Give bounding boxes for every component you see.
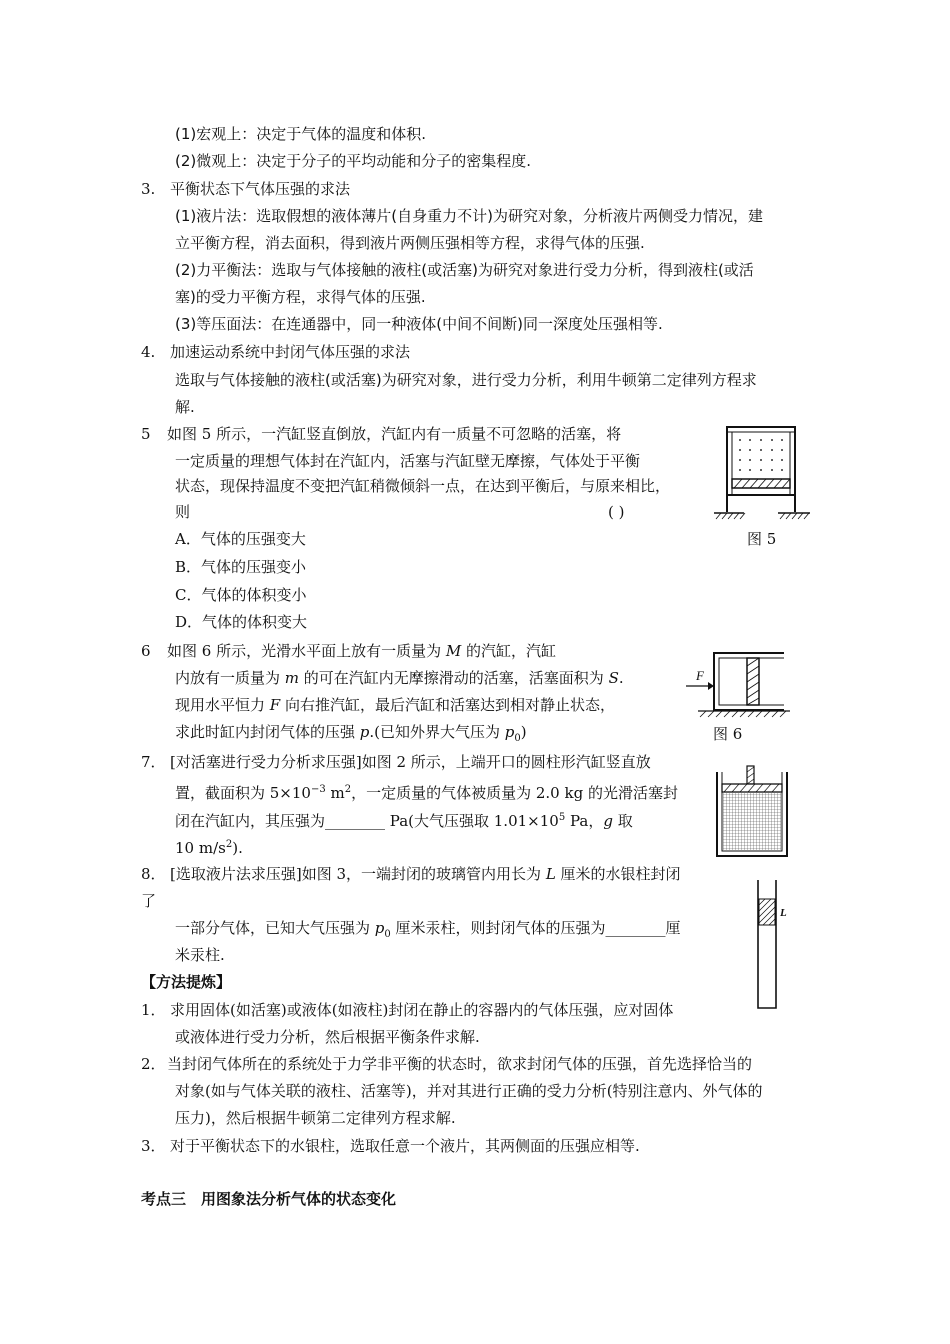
section-4-line-1: 选取与气体接触的液柱(或活塞)为研究对象，进行受力分析，利用牛顿第二定律列方程求 (175, 371, 757, 389)
q5-option-c: C．气体的体积变小 (175, 586, 307, 604)
q8-line-1: [选取液片法求压强]如图 3，一端封闭的玻璃管内用长为 L 厘米的水银柱封闭 (170, 865, 681, 883)
method-3-line-1: 对于平衡状态下的水银柱，选取任意一个液片，其两侧面的压强应相等. (170, 1137, 640, 1155)
figure-2-open-cylinder (714, 764, 790, 860)
method-1-line-2: 或液体进行受力分析，然后根据平衡条件求解. (175, 1028, 480, 1046)
q5-option-a: A．气体的压强变大 (175, 530, 306, 548)
micro-line: (2)微观上：决定于分子的平均动能和分子的密集程度. (175, 152, 532, 170)
figure-6-horizontal-cylinder (682, 648, 792, 720)
q6-number: 6 (141, 642, 151, 660)
figure-6-caption: 图 6 (713, 725, 743, 743)
section-3-number: 3. (141, 180, 156, 198)
macro-line: (1)宏观上：决定于气体的温度和体积. (175, 125, 427, 143)
q5-line-1: 如图 5 所示，一汽缸竖直倒放，汽缸内有一质量不可忽略的活塞，将 (167, 425, 622, 443)
q5-answer-blank: ( ) (608, 503, 625, 521)
q6-line-3: 现用水平恒力 F 向右推汽缸，最后汽缸和活塞达到相对静止状态， (175, 696, 615, 714)
method-3-number: 3． (141, 1137, 166, 1155)
q6-line-2: 内放有一质量为 m 的可在汽缸内无摩擦滑动的活塞，活塞面积为 S. (175, 669, 624, 687)
section-4-line-2: 解. (175, 398, 195, 416)
method-force-balance-2: 塞)的受力平衡方程，求得气体的压强. (175, 288, 426, 306)
q5-option-d: D．气体的体积变大 (175, 613, 308, 631)
q5-number: 5 (141, 425, 151, 443)
section-4-number: 4. (141, 343, 156, 361)
method-2-number: 2． (141, 1055, 166, 1073)
method-force-balance-1: (2)力平衡法：选取与气体接触的液柱(或活塞)为研究对象进行受力分析，得到液柱(或活 (175, 261, 754, 279)
method-1-line-1: 求用固体(如活塞)或液体(如液柱)封闭在静止的容器内的气体压强，应对固体 (170, 1001, 674, 1019)
q5-line-2: 一定质量的理想气体封在汽缸内，活塞与汽缸壁无摩擦，气体处于平衡 (175, 452, 641, 470)
figure-5-caption: 图 5 (747, 530, 777, 548)
method-equal-pressure: (3)等压面法：在连通器中，同一种液体(中间不间断)同一深度处压强相等. (175, 315, 663, 333)
section-4-title: 加速运动系统中封闭气体压强的求法 (170, 343, 411, 361)
method-1-number: 1． (141, 1001, 166, 1019)
q8-line-2: 了 (141, 892, 157, 910)
q7-line-4: 10 $m/s^2$). (175, 839, 243, 857)
q7-line-1: [对活塞进行受力分析求压强]如图 2 所示，上端开口的圆柱形汽缸竖直放 (170, 753, 651, 771)
q8-line-3: 一部分气体，已知大气压强为 $p_0$ 厘米汞柱，则封闭气体的压强为________厘 (175, 919, 681, 940)
kaodian-3-heading: 考点三 用图象法分析气体的状态变化 (141, 1190, 397, 1208)
section-3-title: 平衡状态下气体压强的求法 (170, 180, 351, 198)
figure-3-length-label: L (780, 907, 787, 919)
figure-3-glass-tube (754, 878, 796, 1012)
method-2-line-2: 对象(如与气体关联的液柱、活塞等)，并对其进行正确的受力分析(特别注意内、外气体的 (175, 1082, 763, 1100)
method-liquid-film-1: (1)液片法：选取假想的液体薄片(自身重力不计)为研究对象，分析液片两侧受力情况，建 (175, 207, 763, 225)
q8-number: 8． (141, 865, 166, 883)
method-liquid-film-2: 立平衡方程，消去面积，得到液片两侧压强相等方程，求得气体的压强. (175, 234, 645, 252)
method-summary-title: 【方法提炼】 (141, 973, 232, 991)
q5-option-b: B．气体的压强变小 (175, 558, 307, 576)
q7-line-3: 闭在汽缸内，其压强为________ Pa(大气压强取 $1.01\times 10^5$ Pa，g 取 (175, 812, 633, 830)
q7-number: 7． (141, 753, 166, 771)
q7-line-2: 置，截面积为 $5\times 10^{-3}$ $m^2$，一定质量的气体被质量为 2.0 kg 的光滑活塞封 (175, 784, 678, 802)
q5-line-4: 则 (175, 503, 191, 521)
q8-line-4: 米汞柱. (175, 946, 225, 964)
q5-line-3: 状态，现保持温度不变把汽缸稍微倾斜一点，在达到平衡后，与原来相比， (175, 477, 671, 495)
q6-line-1: 如图 6 所示，光滑水平面上放有一质量为 M 的汽缸，汽缸 (167, 642, 556, 660)
figure-5-inverted-cylinder (712, 424, 812, 526)
q6-line-4: 求此时缸内封闭气体的压强 p.(已知外界大气压为 $p_0$) (175, 723, 527, 744)
method-2-line-1: 当封闭气体所在的系统处于力学非平衡的状态时，欲求封闭气体的压强，首先选择恰当的 (167, 1055, 753, 1073)
method-2-line-3: 压力)，然后根据牛顿第二定律列方程求解. (175, 1109, 456, 1127)
figure-6-force-label: F (696, 668, 704, 683)
